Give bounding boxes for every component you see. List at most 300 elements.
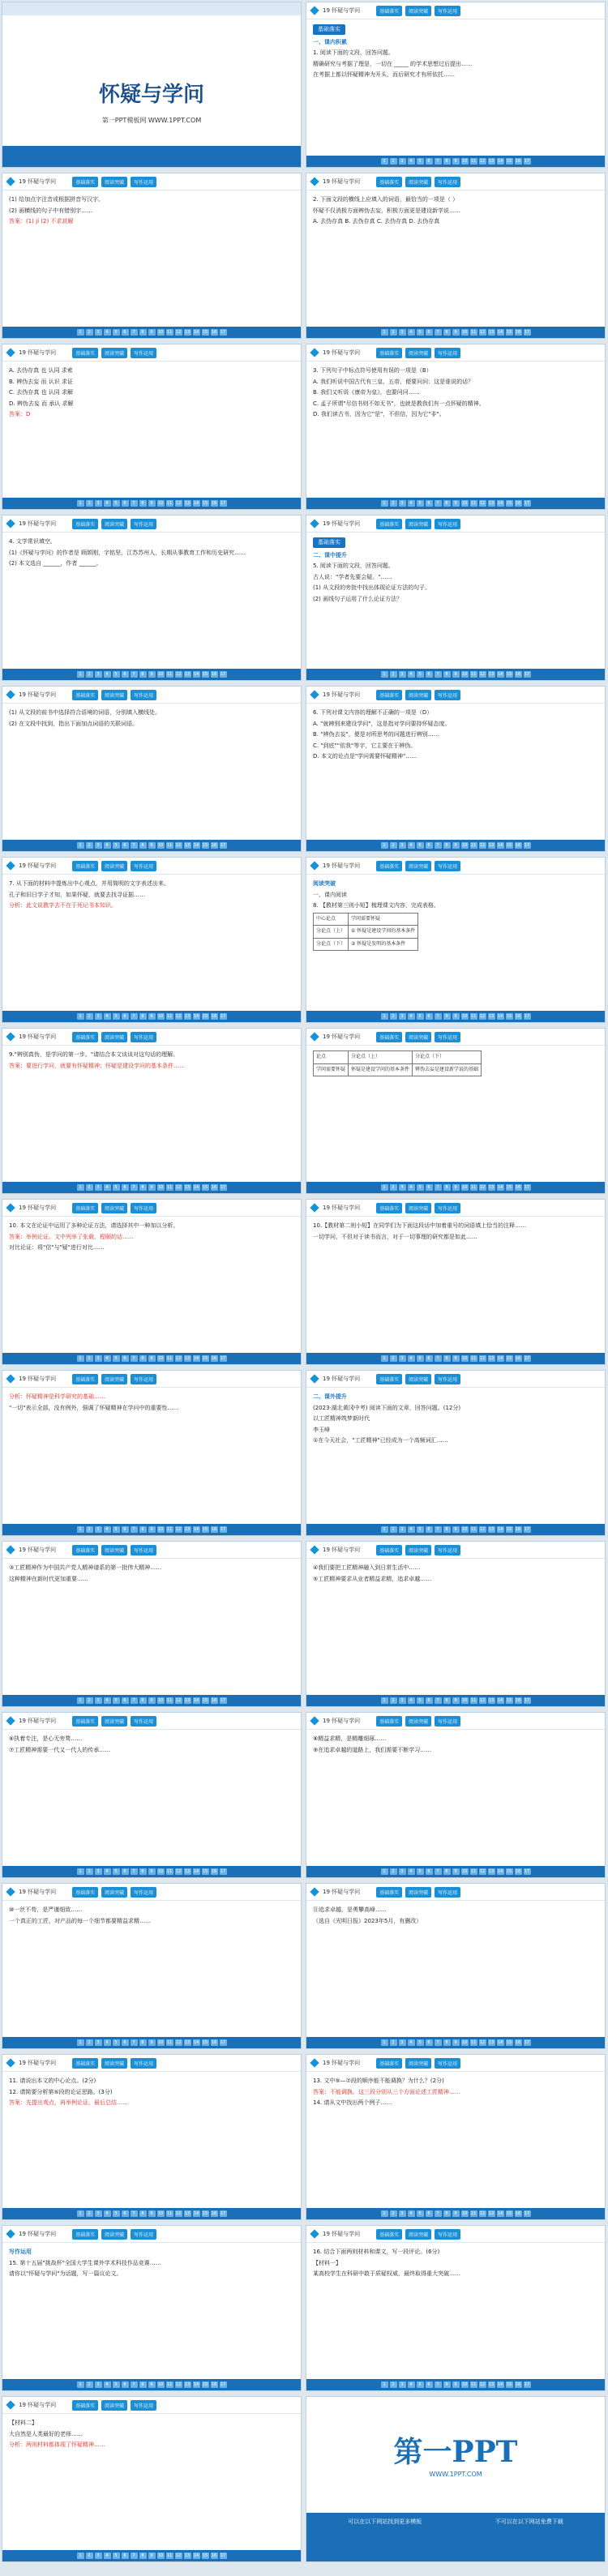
pager-item[interactable]: 3 (95, 2039, 102, 2046)
pager-item[interactable]: 3 (399, 1526, 406, 1533)
pager-item[interactable]: 17 (524, 1356, 530, 1361)
pager-item[interactable]: 5 (113, 1526, 120, 1533)
pager-item[interactable]: 3 (95, 2381, 102, 2388)
pager-item[interactable]: 14 (193, 1869, 199, 1874)
pager-item[interactable]: 1 (77, 1697, 84, 1704)
nav-button-1[interactable]: 基础落实 (376, 1032, 402, 1042)
pager-item[interactable]: 9 (452, 500, 460, 507)
nav-button-1[interactable]: 基础落实 (72, 2229, 98, 2240)
pager-item[interactable]: 10 (157, 501, 164, 506)
nav-button-3[interactable]: 写作运用 (435, 177, 460, 187)
pager-item[interactable]: 4 (104, 1697, 111, 1704)
pager-item[interactable]: 6 (426, 671, 433, 678)
nav-button-1[interactable]: 基础落实 (376, 6, 402, 16)
pager-item[interactable]: 6 (426, 2381, 433, 2388)
pager-item[interactable]: 3 (95, 1184, 102, 1191)
nav-button-3[interactable]: 写作运用 (435, 348, 460, 358)
pager-item[interactable]: 7 (131, 329, 138, 336)
pager-item[interactable]: 15 (202, 330, 208, 335)
pager-item[interactable]: 12 (479, 2040, 486, 2045)
nav-button-1[interactable]: 基础落实 (72, 177, 98, 187)
nav-button-1[interactable]: 基础落实 (72, 519, 98, 529)
nav-button-2[interactable]: 阅读突破 (101, 2058, 127, 2069)
pager-item[interactable]: 14 (497, 159, 503, 164)
pager-item[interactable]: 9 (452, 1184, 460, 1191)
pager-item[interactable]: 16 (211, 2040, 217, 2045)
pager-item[interactable]: 12 (479, 1356, 486, 1361)
pager-item[interactable]: 14 (193, 1527, 199, 1532)
pager-item[interactable]: 14 (497, 2382, 503, 2387)
pager-item[interactable]: 2 (86, 1355, 93, 1362)
pager-item[interactable]: 14 (497, 1356, 503, 1361)
pager-item[interactable]: 1 (381, 329, 388, 336)
pager-item[interactable]: 16 (211, 1356, 217, 1361)
pager-item[interactable]: 6 (426, 1184, 433, 1191)
pager-item[interactable]: 6 (122, 2552, 129, 2559)
nav-button-1[interactable]: 基础落实 (72, 348, 98, 358)
pager-item[interactable]: 12 (175, 2382, 182, 2387)
pager-item[interactable]: 12 (479, 159, 486, 164)
pager-item[interactable]: 4 (408, 1184, 415, 1191)
nav-button-1[interactable]: 基础落实 (376, 690, 402, 700)
pager-item[interactable]: 3 (399, 2039, 406, 2046)
pager-item[interactable]: 6 (122, 2381, 129, 2388)
pager-item[interactable]: 17 (220, 1356, 226, 1361)
pager-item[interactable]: 5 (113, 2039, 120, 2046)
pager-item[interactable]: 1 (77, 1013, 84, 1020)
pager-item[interactable]: 4 (408, 1526, 415, 1533)
pager-item[interactable]: 13 (488, 501, 495, 506)
pager-item[interactable]: 12 (479, 2382, 486, 2387)
pager-item[interactable]: 14 (497, 1527, 503, 1532)
pager-item[interactable]: 9 (148, 500, 156, 507)
nav-button-2[interactable]: 阅读突破 (101, 1716, 127, 1727)
pager-item[interactable]: 11 (166, 672, 173, 677)
pager-item[interactable]: 7 (131, 671, 138, 678)
pager-item[interactable]: 15 (506, 843, 512, 848)
pager-item[interactable]: 6 (122, 1868, 129, 1875)
pager-item[interactable]: 10 (157, 2040, 164, 2045)
pager-item[interactable]: 10 (461, 1356, 468, 1361)
pager-item[interactable]: 8 (139, 329, 147, 336)
pager-item[interactable]: 14 (193, 330, 199, 335)
pager-item[interactable]: 12 (479, 1014, 486, 1019)
pager-item[interactable]: 6 (426, 1355, 433, 1362)
pager-item[interactable]: 3 (95, 1355, 102, 1362)
pager-item[interactable]: 17 (524, 843, 530, 848)
pager-item[interactable]: 9 (452, 2381, 460, 2388)
pager-item[interactable]: 12 (479, 1185, 486, 1190)
pager-item[interactable]: 4 (408, 842, 415, 849)
pager-item[interactable]: 8 (139, 1697, 147, 1704)
pager-item[interactable]: 10 (461, 2382, 468, 2387)
pager-item[interactable]: 5 (417, 1526, 424, 1533)
pager-item[interactable]: 2 (86, 2552, 93, 2559)
pager-item[interactable]: 10 (461, 1185, 468, 1190)
pager-item[interactable]: 3 (399, 1868, 406, 1875)
pager-item[interactable]: 17 (220, 2382, 226, 2387)
pager-item[interactable]: 6 (426, 158, 433, 165)
pager-item[interactable]: 14 (497, 2211, 503, 2216)
pager-item[interactable]: 8 (443, 1697, 451, 1704)
pager-item[interactable]: 13 (184, 843, 191, 848)
pager-item[interactable]: 7 (435, 1184, 442, 1191)
nav-button-2[interactable]: 阅读突破 (101, 519, 127, 529)
pager-item[interactable]: 16 (211, 1698, 217, 1703)
pager-item[interactable]: 10 (461, 2040, 468, 2045)
pager-item[interactable]: 7 (435, 1526, 442, 1533)
pager-item[interactable]: 2 (86, 1526, 93, 1533)
pager-item[interactable]: 16 (515, 330, 521, 335)
pager-item[interactable]: 6 (426, 1697, 433, 1704)
nav-button-2[interactable]: 阅读突破 (405, 6, 431, 16)
pager-item[interactable]: 7 (435, 2039, 442, 2046)
pager-item[interactable]: 2 (86, 329, 93, 336)
nav-button-2[interactable]: 阅读突破 (101, 2229, 127, 2240)
nav-button-3[interactable]: 写作运用 (131, 2400, 156, 2411)
pager-item[interactable]: 2 (86, 1697, 93, 1704)
pager-item[interactable]: 10 (461, 501, 468, 506)
pager-item[interactable]: 3 (399, 500, 406, 507)
pager-item[interactable]: 16 (211, 2553, 217, 2558)
pager-item[interactable]: 17 (524, 1527, 530, 1532)
pager-item[interactable]: 2 (86, 842, 93, 849)
pager-item[interactable]: 14 (193, 843, 199, 848)
nav-button-1[interactable]: 基础落实 (376, 519, 402, 529)
pager-item[interactable]: 7 (131, 2039, 138, 2046)
nav-button-2[interactable]: 阅读突破 (101, 177, 127, 187)
pager-item[interactable]: 8 (139, 1355, 147, 1362)
pager-item[interactable]: 14 (193, 2211, 199, 2216)
nav-button-1[interactable]: 基础落实 (72, 1716, 98, 1727)
pager-item[interactable]: 13 (488, 1527, 495, 1532)
pager-item[interactable]: 11 (166, 1869, 173, 1874)
pager-item[interactable]: 5 (113, 1697, 120, 1704)
pager-item[interactable]: 16 (211, 843, 217, 848)
pager-item[interactable]: 8 (443, 842, 451, 849)
pager-item[interactable]: 8 (139, 1868, 147, 1875)
pager-item[interactable]: 8 (139, 2381, 147, 2388)
pager-item[interactable]: 10 (157, 1185, 164, 1190)
nav-button-2[interactable]: 阅读突破 (405, 861, 431, 871)
pager-item[interactable]: 13 (488, 1869, 495, 1874)
pager-item[interactable]: 9 (148, 1184, 156, 1191)
pager-item[interactable]: 11 (470, 672, 477, 677)
pager-item[interactable]: 5 (417, 1868, 424, 1875)
pager-item[interactable]: 15 (202, 1356, 208, 1361)
pager-item[interactable]: 6 (426, 842, 433, 849)
pager-item[interactable]: 17 (524, 1698, 530, 1703)
nav-button-3[interactable]: 写作运用 (131, 177, 156, 187)
pager-item[interactable]: 12 (175, 672, 182, 677)
pager-item[interactable]: 11 (166, 2382, 173, 2387)
pager-item[interactable]: 2 (86, 500, 93, 507)
nav-button-3[interactable]: 写作运用 (131, 1032, 156, 1042)
pager-item[interactable]: 3 (399, 671, 406, 678)
pager-item[interactable]: 5 (417, 1013, 424, 1020)
pager-item[interactable]: 15 (202, 2211, 208, 2216)
pager-item[interactable]: 6 (426, 1526, 433, 1533)
nav-button-2[interactable]: 阅读突破 (101, 1887, 127, 1898)
nav-button-1[interactable]: 基础落实 (376, 348, 402, 358)
pager-item[interactable]: 13 (488, 2211, 495, 2216)
pager-item[interactable]: 16 (515, 1014, 521, 1019)
pager-item[interactable]: 4 (408, 1013, 415, 1020)
pager-item[interactable]: 6 (122, 2210, 129, 2217)
pager-item[interactable]: 15 (202, 2040, 208, 2045)
pager-item[interactable]: 14 (193, 1356, 199, 1361)
nav-button-3[interactable]: 写作运用 (435, 2229, 460, 2240)
pager-item[interactable]: 11 (166, 1527, 173, 1532)
pager-item[interactable]: 13 (488, 1185, 495, 1190)
pager-item[interactable]: 12 (175, 501, 182, 506)
pager-item[interactable]: 16 (515, 1869, 521, 1874)
pager-item[interactable]: 3 (399, 2381, 406, 2388)
pager-item[interactable]: 11 (470, 843, 477, 848)
nav-button-1[interactable]: 基础落实 (376, 861, 402, 871)
nav-button-2[interactable]: 阅读突破 (405, 1545, 431, 1555)
pager-item[interactable]: 4 (104, 2552, 111, 2559)
nav-button-2[interactable]: 阅读突破 (101, 1203, 127, 1213)
pager-item[interactable]: 14 (497, 672, 503, 677)
pager-item[interactable]: 13 (184, 1185, 191, 1190)
pager-item[interactable]: 15 (506, 501, 512, 506)
pager-item[interactable]: 9 (452, 1013, 460, 1020)
pager-item[interactable]: 5 (113, 500, 120, 507)
pager-item[interactable]: 7 (131, 1697, 138, 1704)
nav-button-3[interactable]: 写作运用 (435, 690, 460, 700)
pager-item[interactable]: 15 (506, 159, 512, 164)
pager-item[interactable]: 3 (95, 1526, 102, 1533)
pager-item[interactable]: 13 (184, 501, 191, 506)
nav-button-2[interactable]: 阅读突破 (101, 1545, 127, 1555)
pager-item[interactable]: 13 (488, 2040, 495, 2045)
pager-item[interactable]: 13 (488, 330, 495, 335)
pager-item[interactable]: 7 (131, 2210, 138, 2217)
nav-button-2[interactable]: 阅读突破 (101, 1374, 127, 1384)
nav-button-3[interactable]: 写作运用 (131, 861, 156, 871)
nav-button-3[interactable]: 写作运用 (131, 1545, 156, 1555)
pager-item[interactable]: 3 (399, 158, 406, 165)
pager-item[interactable]: 11 (470, 501, 477, 506)
pager-item[interactable]: 16 (515, 1185, 521, 1190)
pager-item[interactable]: 6 (426, 1868, 433, 1875)
pager-item[interactable]: 17 (524, 501, 530, 506)
pager-item[interactable]: 1 (77, 1526, 84, 1533)
nav-button-3[interactable]: 写作运用 (131, 1374, 156, 1384)
pager-item[interactable]: 7 (435, 158, 442, 165)
pager-item[interactable]: 15 (202, 501, 208, 506)
pager-item[interactable]: 15 (202, 1527, 208, 1532)
pager-item[interactable]: 4 (408, 1355, 415, 1362)
pager-item[interactable]: 10 (157, 1698, 164, 1703)
pager-item[interactable]: 4 (104, 2381, 111, 2388)
pager-item[interactable]: 4 (104, 1868, 111, 1875)
pager-item[interactable]: 8 (139, 842, 147, 849)
pager-item[interactable]: 1 (381, 1697, 388, 1704)
pager-item[interactable]: 4 (408, 2210, 415, 2217)
pager-item[interactable]: 10 (461, 843, 468, 848)
pager-item[interactable]: 2 (390, 842, 397, 849)
pager-item[interactable]: 8 (139, 1526, 147, 1533)
pager-item[interactable]: 6 (122, 842, 129, 849)
pager-item[interactable]: 7 (131, 842, 138, 849)
pager-item[interactable]: 12 (479, 1698, 486, 1703)
pager-item[interactable]: 9 (148, 1868, 156, 1875)
pager-item[interactable]: 3 (399, 1184, 406, 1191)
pager-item[interactable]: 16 (211, 501, 217, 506)
pager-item[interactable]: 15 (202, 1698, 208, 1703)
pager-item[interactable]: 12 (479, 501, 486, 506)
pager-item[interactable]: 12 (175, 2040, 182, 2045)
pager-item[interactable]: 12 (479, 672, 486, 677)
pager-item[interactable]: 10 (157, 2382, 164, 2387)
pager-item[interactable]: 4 (104, 2210, 111, 2217)
pager-item[interactable]: 1 (77, 2552, 84, 2559)
pager-item[interactable]: 10 (157, 1356, 164, 1361)
pager-item[interactable]: 12 (175, 1356, 182, 1361)
pager-item[interactable]: 3 (399, 1355, 406, 1362)
pager-item[interactable]: 3 (399, 1013, 406, 1020)
pager-item[interactable]: 5 (417, 158, 424, 165)
pager-item[interactable]: 13 (184, 672, 191, 677)
pager-item[interactable]: 6 (122, 1697, 129, 1704)
pager-item[interactable]: 11 (166, 2553, 173, 2558)
nav-button-2[interactable]: 阅读突破 (101, 348, 127, 358)
pager-item[interactable]: 12 (175, 843, 182, 848)
pager-item[interactable]: 13 (488, 159, 495, 164)
pager-item[interactable]: 2 (86, 671, 93, 678)
pager-item[interactable]: 4 (104, 842, 111, 849)
pager-item[interactable]: 7 (131, 1184, 138, 1191)
pager-item[interactable]: 16 (515, 1356, 521, 1361)
pager-item[interactable]: 5 (417, 1355, 424, 1362)
nav-button-2[interactable]: 阅读突破 (405, 1032, 431, 1042)
pager-item[interactable]: 1 (77, 1868, 84, 1875)
pager-item[interactable]: 12 (479, 1869, 486, 1874)
pager-item[interactable]: 11 (166, 330, 173, 335)
pager-item[interactable]: 11 (166, 1698, 173, 1703)
pager-item[interactable]: 3 (95, 1697, 102, 1704)
nav-button-2[interactable]: 阅读突破 (101, 861, 127, 871)
pager-item[interactable]: 15 (202, 1869, 208, 1874)
pager-item[interactable]: 11 (166, 1014, 173, 1019)
pager-item[interactable]: 17 (220, 1527, 226, 1532)
pager-item[interactable]: 3 (95, 671, 102, 678)
pager-item[interactable]: 9 (452, 1697, 460, 1704)
pager-item[interactable]: 10 (461, 1869, 468, 1874)
pager-item[interactable]: 5 (417, 2210, 424, 2217)
pager-item[interactable]: 11 (470, 2382, 477, 2387)
pager-item[interactable]: 8 (139, 500, 147, 507)
pager-item[interactable]: 15 (202, 843, 208, 848)
nav-button-3[interactable]: 写作运用 (131, 348, 156, 358)
pager-item[interactable]: 14 (497, 1185, 503, 1190)
pager-item[interactable]: 5 (417, 2381, 424, 2388)
pager-item[interactable]: 11 (470, 1527, 477, 1532)
pager-item[interactable]: 6 (426, 2210, 433, 2217)
pager-item[interactable]: 16 (515, 2040, 521, 2045)
pager-item[interactable]: 13 (184, 330, 191, 335)
pager-item[interactable]: 16 (515, 2382, 521, 2387)
nav-button-2[interactable]: 阅读突破 (405, 1203, 431, 1213)
pager-item[interactable]: 14 (193, 2040, 199, 2045)
pager-item[interactable]: 9 (148, 1697, 156, 1704)
pager-item[interactable]: 15 (506, 1698, 512, 1703)
pager-item[interactable]: 11 (470, 1869, 477, 1874)
pager-item[interactable]: 2 (86, 1868, 93, 1875)
pager-item[interactable]: 14 (497, 2040, 503, 2045)
pager-item[interactable]: 8 (443, 1184, 451, 1191)
nav-button-2[interactable]: 阅读突破 (405, 2058, 431, 2069)
pager-item[interactable]: 15 (506, 1014, 512, 1019)
pager-item[interactable]: 17 (220, 843, 226, 848)
pager-item[interactable]: 2 (390, 329, 397, 336)
pager-item[interactable]: 15 (202, 2382, 208, 2387)
pager-item[interactable]: 7 (131, 1355, 138, 1362)
pager-item[interactable]: 11 (166, 1185, 173, 1190)
pager-item[interactable]: 13 (184, 2553, 191, 2558)
pager-item[interactable]: 14 (497, 501, 503, 506)
pager-item[interactable]: 9 (452, 842, 460, 849)
pager-item[interactable]: 16 (211, 330, 217, 335)
pager-item[interactable]: 11 (470, 1014, 477, 1019)
pager-item[interactable]: 3 (95, 2210, 102, 2217)
pager-item[interactable]: 6 (122, 329, 129, 336)
pager-item[interactable]: 10 (461, 1527, 468, 1532)
pager-item[interactable]: 8 (443, 2210, 451, 2217)
pager-item[interactable]: 5 (113, 2552, 120, 2559)
pager-item[interactable]: 12 (175, 2211, 182, 2216)
pager-item[interactable]: 8 (443, 2039, 451, 2046)
pager-item[interactable]: 1 (77, 842, 84, 849)
pager-item[interactable]: 9 (148, 2039, 156, 2046)
pager-item[interactable]: 8 (443, 329, 451, 336)
pager-item[interactable]: 4 (408, 1868, 415, 1875)
pager-item[interactable]: 17 (524, 672, 530, 677)
pager-item[interactable]: 4 (408, 158, 415, 165)
pager-item[interactable]: 5 (113, 1355, 120, 1362)
nav-button-3[interactable]: 写作运用 (435, 861, 460, 871)
pager-item[interactable]: 13 (184, 1698, 191, 1703)
pager-item[interactable]: 6 (122, 1184, 129, 1191)
pager-item[interactable]: 9 (452, 2210, 460, 2217)
pager-item[interactable]: 5 (113, 842, 120, 849)
pager-item[interactable]: 13 (488, 1356, 495, 1361)
pager-item[interactable]: 17 (220, 2553, 226, 2558)
pager-item[interactable]: 1 (381, 671, 388, 678)
pager-item[interactable]: 1 (77, 2381, 84, 2388)
pager-item[interactable]: 16 (211, 1527, 217, 1532)
pager-item[interactable]: 15 (506, 2211, 512, 2216)
pager-item[interactable]: 17 (220, 672, 226, 677)
pager-item[interactable]: 17 (524, 2382, 530, 2387)
nav-button-3[interactable]: 写作运用 (131, 2058, 156, 2069)
pager-item[interactable]: 10 (157, 1527, 164, 1532)
pager-item[interactable]: 9 (148, 2210, 156, 2217)
pager-item[interactable]: 2 (86, 2381, 93, 2388)
pager-item[interactable]: 7 (435, 1697, 442, 1704)
pager-item[interactable]: 13 (184, 2211, 191, 2216)
pager-item[interactable]: 16 (211, 2382, 217, 2387)
pager-item[interactable]: 7 (435, 1013, 442, 1020)
pager-item[interactable]: 15 (202, 2553, 208, 2558)
pager-item[interactable]: 13 (488, 672, 495, 677)
pager-item[interactable]: 2 (390, 1697, 397, 1704)
nav-button-1[interactable]: 基础落实 (72, 1203, 98, 1213)
pager-item[interactable]: 7 (131, 2381, 138, 2388)
pager-item[interactable]: 1 (381, 1184, 388, 1191)
